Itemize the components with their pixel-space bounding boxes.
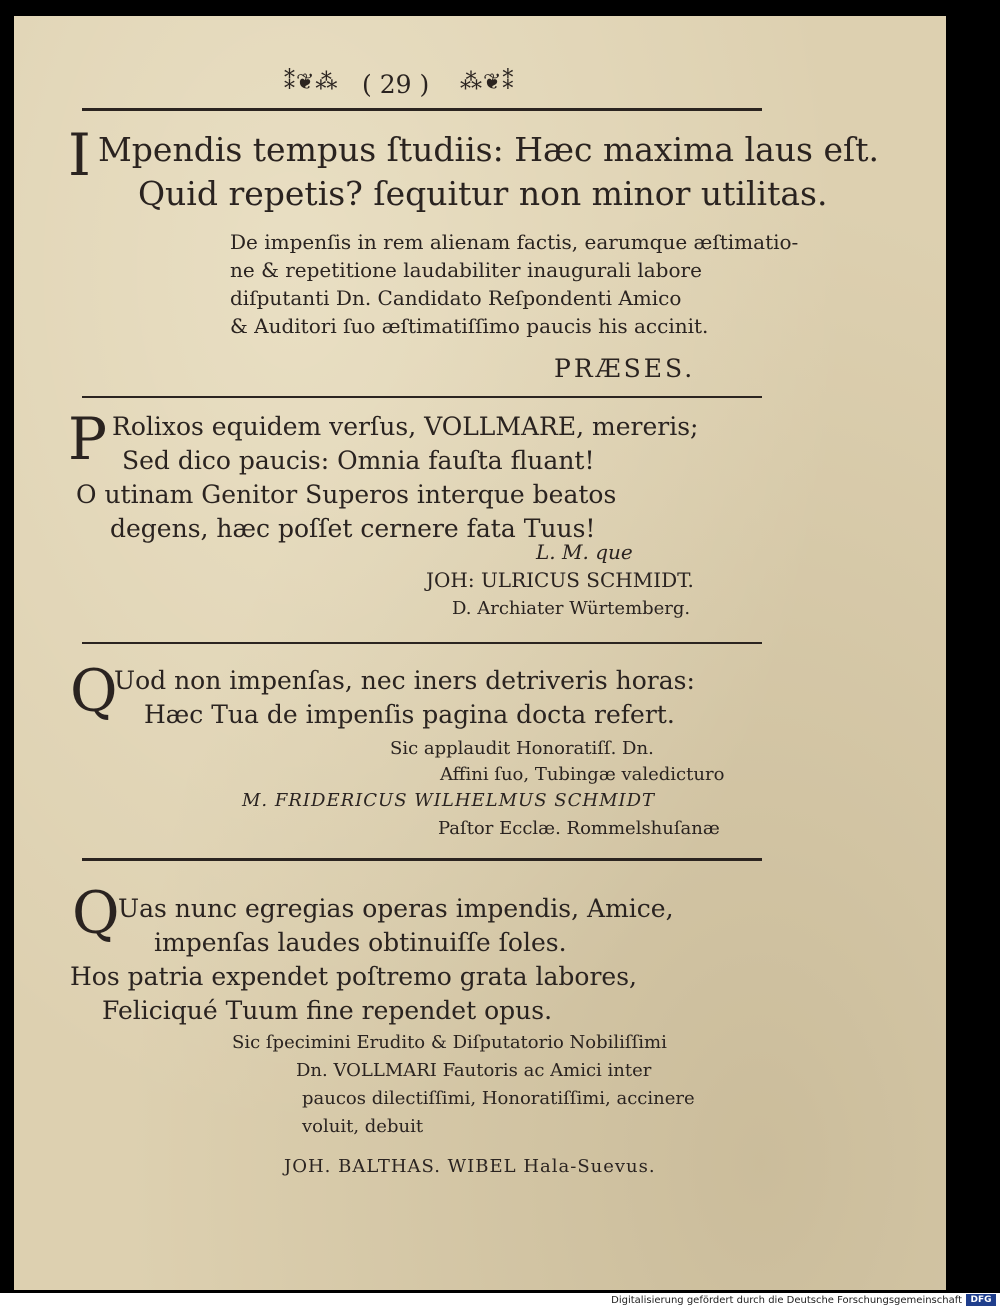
page-number: ( 29 ) [362, 70, 430, 99]
digitization-footer [0, 1293, 1000, 1308]
document-page [14, 16, 946, 1290]
schmidt-joh-title: D. Archiater Würtemberg. [452, 598, 691, 619]
wibel-sign-1: Sic ſpecimini Erudito & Diſputatorio Nobiliſſimi [232, 1032, 667, 1053]
wibel-line-1: Uas nunc egregias operas impendis, Amice, [118, 894, 674, 923]
divider-3 [82, 858, 762, 861]
schmidt-joh-line-2: Sed dico paucis: Omnia fauſta fluant! [122, 446, 595, 475]
schmidt-joh-lm: L. M. que [536, 540, 633, 564]
drop-cap-i: I [68, 121, 91, 189]
wibel-line-2: impenſas laudes obtinuiſſe ſoles. [154, 928, 567, 957]
wibel-sign-3: paucos dilectiſſimi, Honoratiſſimi, accinere [302, 1088, 695, 1109]
praeses-dedication-1: De impenſis in rem alienam factis, earumque æſtimatio- [230, 230, 799, 254]
drop-cap-p: P [68, 405, 108, 473]
wibel-line-4: Feliciqué Tuum fine rependet opus. [102, 996, 553, 1025]
praeses-dedication-3: diſputanti Dn. Candidato Reſpondenti Amico [230, 286, 682, 310]
wibel-sign-4: voluit, debuit [302, 1116, 424, 1137]
divider-1 [82, 396, 762, 398]
divider-2 [82, 642, 762, 644]
praeses-line-1: Mpendis tempus ſtudiis: Hæc maxima laus eſt. [98, 130, 879, 169]
drop-cap-q-1: Q [70, 657, 118, 725]
wibel-line-3: Hos patria expendet poſtremo grata labores, [70, 962, 638, 991]
schmidt-fw-line-2: Hæc Tua de impenſis pagina docta refert. [144, 700, 675, 729]
footer-credit-text: Digitalisierung gefördert durch die Deutsche Forschungsgemeinschaft [611, 1295, 962, 1306]
praeses-line-2: Quid repetis? ſequitur non minor utilitas. [138, 174, 828, 213]
schmidt-fw-sign-2: Affini ſuo, Tubingæ valedicturo [440, 764, 725, 785]
schmidt-joh-name: JOH: ULRICUS SCHMIDT. [426, 568, 694, 592]
wibel-sign-2: Dn. VOLLMARI Fautoris ac Amici inter [296, 1060, 652, 1081]
dfg-logo: DFG [966, 1294, 996, 1306]
header-rule [82, 108, 762, 111]
praeses-signature: PRÆSES. [554, 354, 696, 383]
schmidt-fw-sign-4: Paſtor Ecclæ. Rommelshuſanæ [438, 818, 720, 839]
drop-cap-q-2: Q [72, 879, 120, 947]
schmidt-fw-sign-1: Sic applaudit Honoratiſſ. Dn. [390, 738, 654, 759]
schmidt-joh-line-1: Rolixos equidem verſus, VOLLMARE, mereris; [112, 412, 699, 441]
schmidt-fw-line-1: Uod non impenſas, nec iners detriveris horas: [114, 666, 695, 695]
schmidt-fw-sign-name: M. FRIDERICUS WILHELMUS SCHMIDT [242, 790, 656, 811]
header-ornament-right: ⁂❦⁑ [460, 70, 515, 95]
praeses-dedication-4: & Auditori ſuo æſtimatiſſimo paucis his accinit. [230, 314, 709, 338]
schmidt-joh-line-4: degens, hæc poſſet cernere fata Tuus! [110, 514, 596, 543]
header-ornament-left: ⁑❦⁂ [284, 70, 339, 95]
wibel-sign-name: JOH. BALTHAS. WIBEL Hala-Suevus. [284, 1156, 656, 1177]
praeses-dedication-2: ne & repetitione laudabiliter inaugurali labore [230, 258, 702, 282]
schmidt-joh-line-3: O utinam Genitor Superos interque beatos [76, 480, 617, 509]
